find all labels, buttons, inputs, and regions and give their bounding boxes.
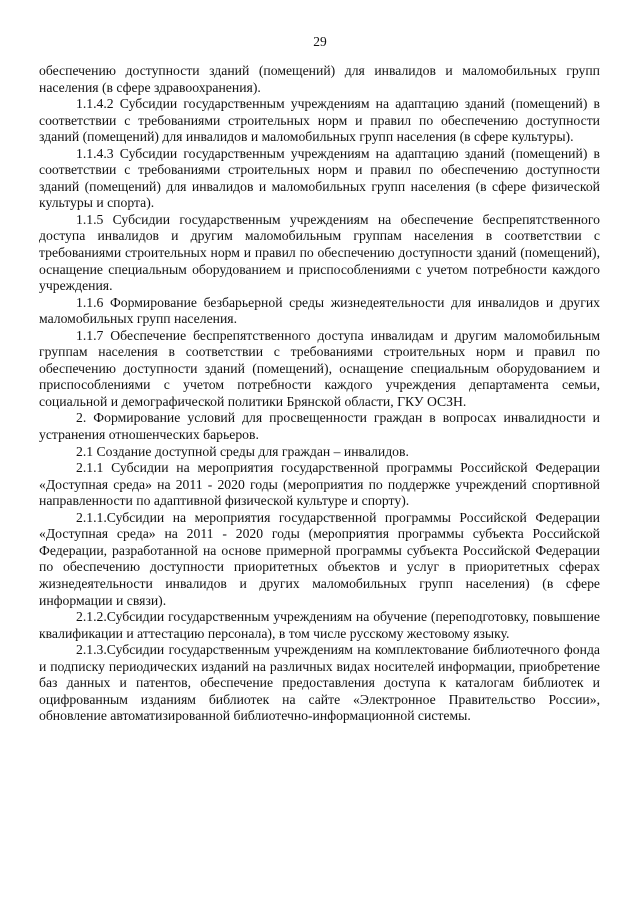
paragraph-2: 2. Формирование условий для просвещенности граждан в вопросах инвалидности и устранения отношенческих барьеров. <box>39 410 600 443</box>
paragraph-2-1-1-dot: 2.1.1.Субсидии на мероприятия государственной программы Российской Федерации «Доступная среда» на 2011 - 2020 годы (мероприятия программы субъекта Российской Федерации, разработанной на основе примерной программы субъекта Российской Федерации по обеспечению доступности приоритетных объектов и услуг в приоритетных сферах жизнедеятельности инвалидов и других маломобильных групп населения) (в сфере информации и связи). <box>39 509 600 608</box>
paragraph-2-1-1: 2.1.1 Субсидии на мероприятия государственной программы Российской Федерации «Доступная среда» на 2011 - 2020 годы (мероприятия по поддержке учреждений спортивной направленности по адаптивной физической культуре и спорту). <box>39 460 600 509</box>
page-number: 29 <box>313 34 327 49</box>
paragraph-1-1-4-3: 1.1.4.3 Субсидии государственным учреждениям на адаптацию зданий (помещений) в соответствии с требованиями строительных норм и правил по обеспечению доступности зданий (помещений) для инвалидов и маломобильных групп населения (в сфере физической культуры и спорта). <box>39 145 600 211</box>
paragraph-2-1: 2.1 Создание доступной среды для граждан – инвалидов. <box>76 443 409 459</box>
paragraph-1-1-6: 1.1.6 Формирование безбарьерной среды жизнедеятельности для инвалидов и других маломобильных групп населения. <box>39 294 600 327</box>
paragraph-2-1-2: 2.1.2.Субсидии государственным учреждениям на обучение (переподготовку, повышение квалификации и аттестацию персонала), в том числе русскому жестовому языку. <box>39 609 600 641</box>
document-body <box>39 63 600 725</box>
paragraph-continuation: обеспечению доступности зданий (помещений) для инвалидов и маломобильных групп населения (в сфере здравоохранения). <box>39 63 600 95</box>
paragraph-2-1-3: 2.1.3.Субсидии государственным учреждениям на комплектование библиотечного фонда и подписку периодических изданий на различных видах носителей информации, приобретение баз данных и патентов, обеспечение предоставления доступа к каталогам библиотек и оцифрованным изданиям библиотек на сайте «Электронное Правительство России», обновление автоматизированной библиотечно-информационной системы. <box>39 642 600 724</box>
paragraph-1-1-7: 1.1.7 Обеспечение беспрепятственного доступа инвалидам и другим маломобильным группам населения в соответствии с требованиями строительных норм и правил по обеспечению доступности зданий (помещений), оснащение специальным оборудованием и приспособлениями с учетом потребности каждого учреждения департамента семьи, социальной и демографической политики Брянской области, ГКУ ОСЗН. <box>39 327 600 409</box>
paragraph-1-1-5: 1.1.5 Субсидии государственным учреждениям на обеспечение беспрепятственного доступа инвалидов и другим маломобильным группам населения в соответствии с требованиями строительных норм и правил по обеспечению доступности зданий (помещений), оснащение специальным оборудованием и приспособлениями с учетом потребности каждого учреждения. <box>39 211 600 294</box>
paragraph-1-1-4-2: 1.1.4.2 Субсидии государственным учреждениям на адаптацию зданий (помещений) в соответствии с требованиями строительных норм и правил по обеспечению доступности зданий (помещений) для инвалидов и маломобильных групп населения (в сфере культуры). <box>39 96 600 145</box>
